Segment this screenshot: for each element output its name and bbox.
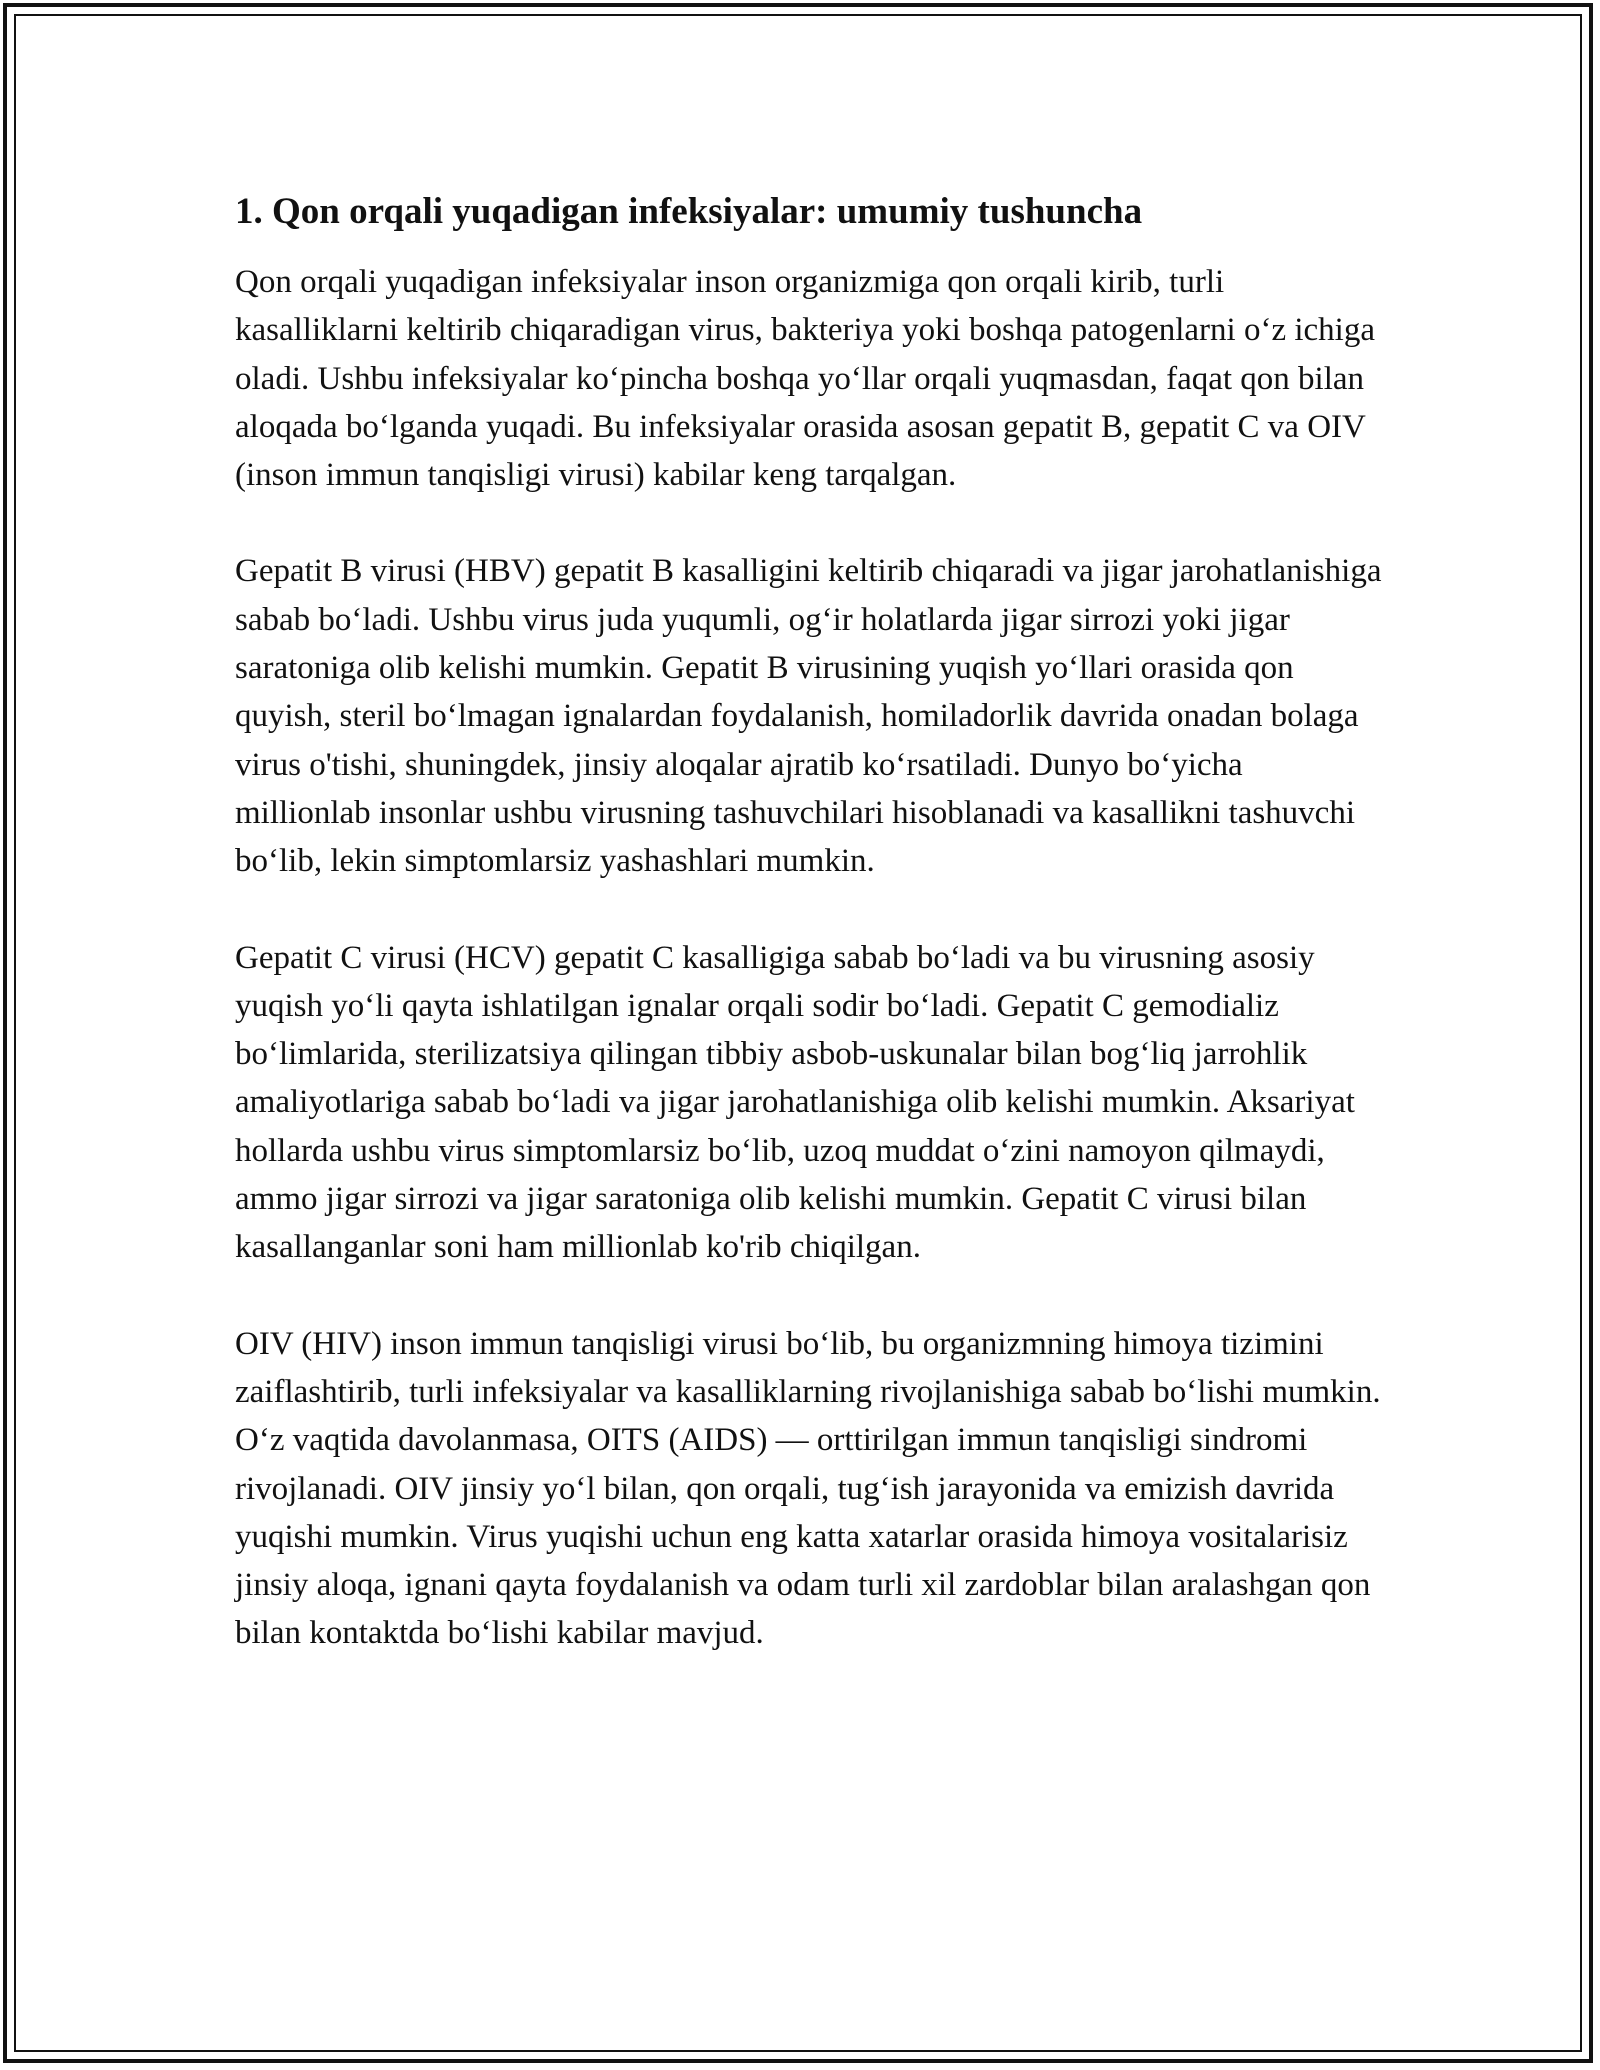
section-title: 1. Qon orqali yuqadigan infeksiyalar: umumiy tushuncha	[235, 191, 1143, 232]
document-body	[235, 188, 1385, 1706]
paragraph-hepatitis-b: Gepatit B virusi (HBV) gepatit B kasalligini keltirib chiqaradi va jigar jarohatlanishiga sabab bo‘ladi. Ushbu virus juda yuqumli, og‘ir holatlarda jigar sirrozi yoki jigar saratoniga olib kelishi mumkin. Gepatit B virusining yuqish yo‘llari orasida qon quyish, steril bo‘lmagan ignalardan foydalanish, homiladorlik davrida onadan bolaga virus o'tishi, shuningdek, jinsiy aloqalar ajratib ko‘rsatiladi. Dunyo bo‘yicha millionlab insonlar ushbu virusning tashuvchilari hisoblanadi va kasallikni tashuvchi bo‘lib, lekin simptomlarsiz yashashlari mumkin.	[235, 553, 1382, 880]
paragraph-intro: Qon orqali yuqadigan infeksiyalar inson organizmiga qon orqali kirib, turli kasalliklarni keltirib chiqaradigan virus, bakteriya yoki boshqa patogenlarni o‘z ichiga oladi. Ushbu infeksiyalar ko‘pincha boshqa yo‘llar orqali yuqmasdan, faqat qon bilan aloqada bo‘lganda yuqadi. Bu infeksiyalar orasida asosan gepatit B, gepatit C va OIV (inson immun tanqisligi virusi) kabilar keng tarqalgan.	[235, 264, 1375, 494]
paragraph-hiv: OIV (HIV) inson immun tanqisligi virusi bo‘lib, bu organizmning himoya tizimini zaiflashtirib, turli infeksiyalar va kasalliklarning rivojlanishiga sabab bo‘lishi mumkin. O‘z vaqtida davolanmasa, OITS (AIDS) — orttirilgan immun tanqisligi sindromi rivojlanadi. OIV jinsiy yo‘l bilan, qon orqali, tug‘ish jarayonida va emizish davrida yuqishi mumkin. Virus yuqishi uchun eng katta xatarlar orasida himoya vositalarisiz jinsiy aloqa, ignani qayta foydalanish va odam turli xil zardoblar bilan aralashgan qon bilan kontaktda bo‘lishi kabilar mavjud.	[235, 1325, 1381, 1652]
paragraph-hepatitis-c: Gepatit C virusi (HCV) gepatit C kasalligiga sabab bo‘ladi va bu virusning asosiy yuqish yo‘li qayta ishlatilgan ignalar orqali sodir bo‘ladi. Gepatit C gemodializ bo‘limlarida, sterilizatsiya qilingan tibbiy asbob-uskunalar bilan bog‘liq jarrohlik amaliyotlariga sabab bo‘ladi va jigar jarohatlanishiga olib kelishi mumkin. Aksariyat hollarda ushbu virus simptomlarsiz bo‘lib, uzoq muddat o‘zini namoyon qilmaydi, ammo jigar sirrozi va jigar saratoniga olib kelishi mumkin. Gepatit C virusi bilan kasallanganlar soni ham millionlab ko'rib chiqilgan.	[235, 939, 1355, 1266]
